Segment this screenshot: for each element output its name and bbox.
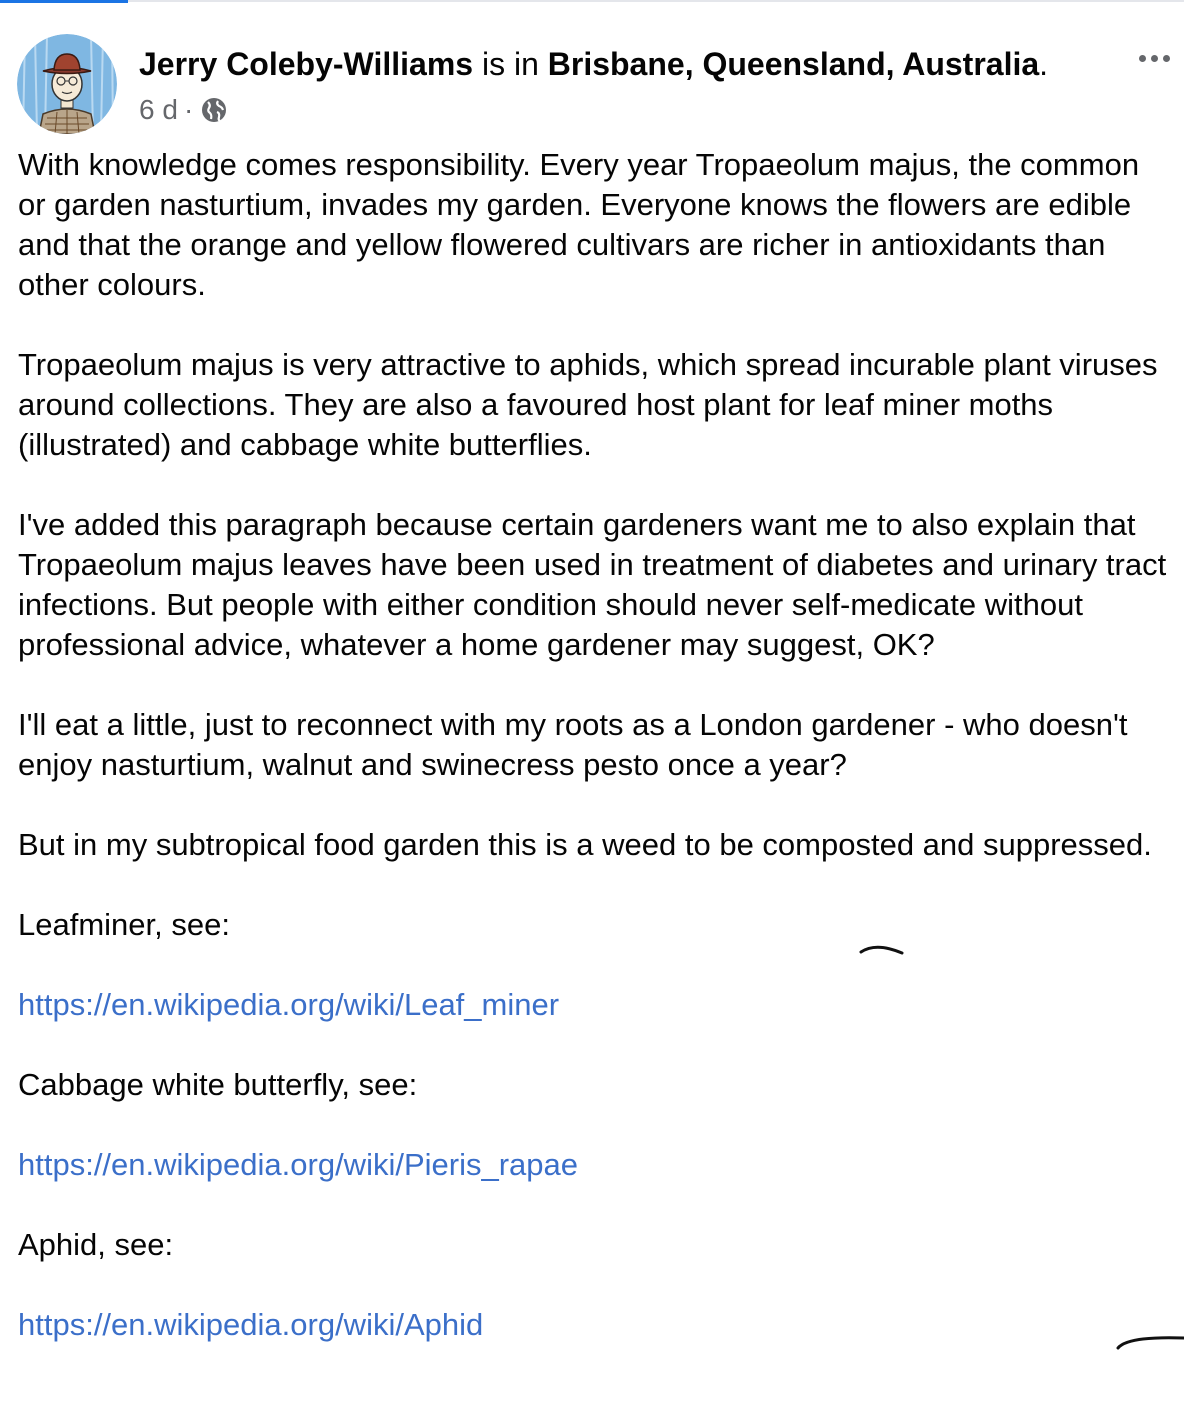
author-name-link[interactable]: Jerry Coleby-Williams: [139, 46, 474, 82]
post-paragraph: But in my subtropical food garden this is a weed to be composted and suppressed.: [18, 827, 1152, 862]
more-options-icon[interactable]: [1134, 46, 1174, 70]
more-dot: [1151, 55, 1158, 62]
post-meta: [139, 92, 229, 128]
post-paragraph: Tropaeolum majus is very attractive to aphids, which spread incurable plant viruses around collections. They are also a favoured host plant for leaf miner moths (illustrated) and cabbage white butterflies.: [18, 347, 1158, 462]
post-paragraph: I've added this paragraph because certain gardeners want me to also explain that Tropaeolum majus leaves have been used in treatment of diabetes and urinary tract infections. But people with either condition should never self-medicate without professional advice, whatever a home gardener may suggest, OK?: [18, 507, 1167, 662]
header-end-punctuation: .: [1039, 46, 1049, 82]
post-timestamp[interactable]: 6 d: [139, 94, 178, 125]
post-header: [139, 44, 1048, 84]
top-tab-indicator: [0, 0, 128, 3]
avatar-illustration: [17, 34, 117, 134]
post-body: [18, 145, 1168, 1385]
meta-separator: ·: [183, 94, 194, 125]
avatar[interactable]: [17, 34, 117, 134]
more-dot: [1139, 55, 1146, 62]
link-intro-aphid: Aphid, see:: [18, 1227, 174, 1262]
post-paragraph: I'll eat a little, just to reconnect with my roots as a London gardener - who doesn't enjoy nasturtium, walnut and swinecress pesto once a year?: [18, 707, 1128, 782]
top-divider: [0, 0, 1184, 2]
location-link[interactable]: Brisbane, Queensland, Australia: [547, 46, 1040, 82]
link-intro-cabbage-white: Cabbage white butterfly, see:: [18, 1067, 418, 1102]
link-intro-leafminer: Leafminer, see:: [18, 907, 230, 942]
header-connector-text: is in: [473, 46, 548, 82]
globe-icon[interactable]: [199, 95, 229, 125]
post-paragraph: With knowledge comes responsibility. Every year Tropaeolum majus, the common or garden nasturtium, invades my garden. Everyone knows the flowers are edible and that the orange and yellow flowered cultivars are richer in antioxidants than other colours.: [18, 147, 1140, 302]
link-leaf-miner[interactable]: https://en.wikipedia.org/wiki/Leaf_miner: [18, 987, 560, 1022]
link-pieris-rapae[interactable]: https://en.wikipedia.org/wiki/Pieris_rapae: [18, 1147, 578, 1182]
link-aphid[interactable]: https://en.wikipedia.org/wiki/Aphid: [18, 1307, 484, 1342]
more-dot: [1163, 55, 1170, 62]
